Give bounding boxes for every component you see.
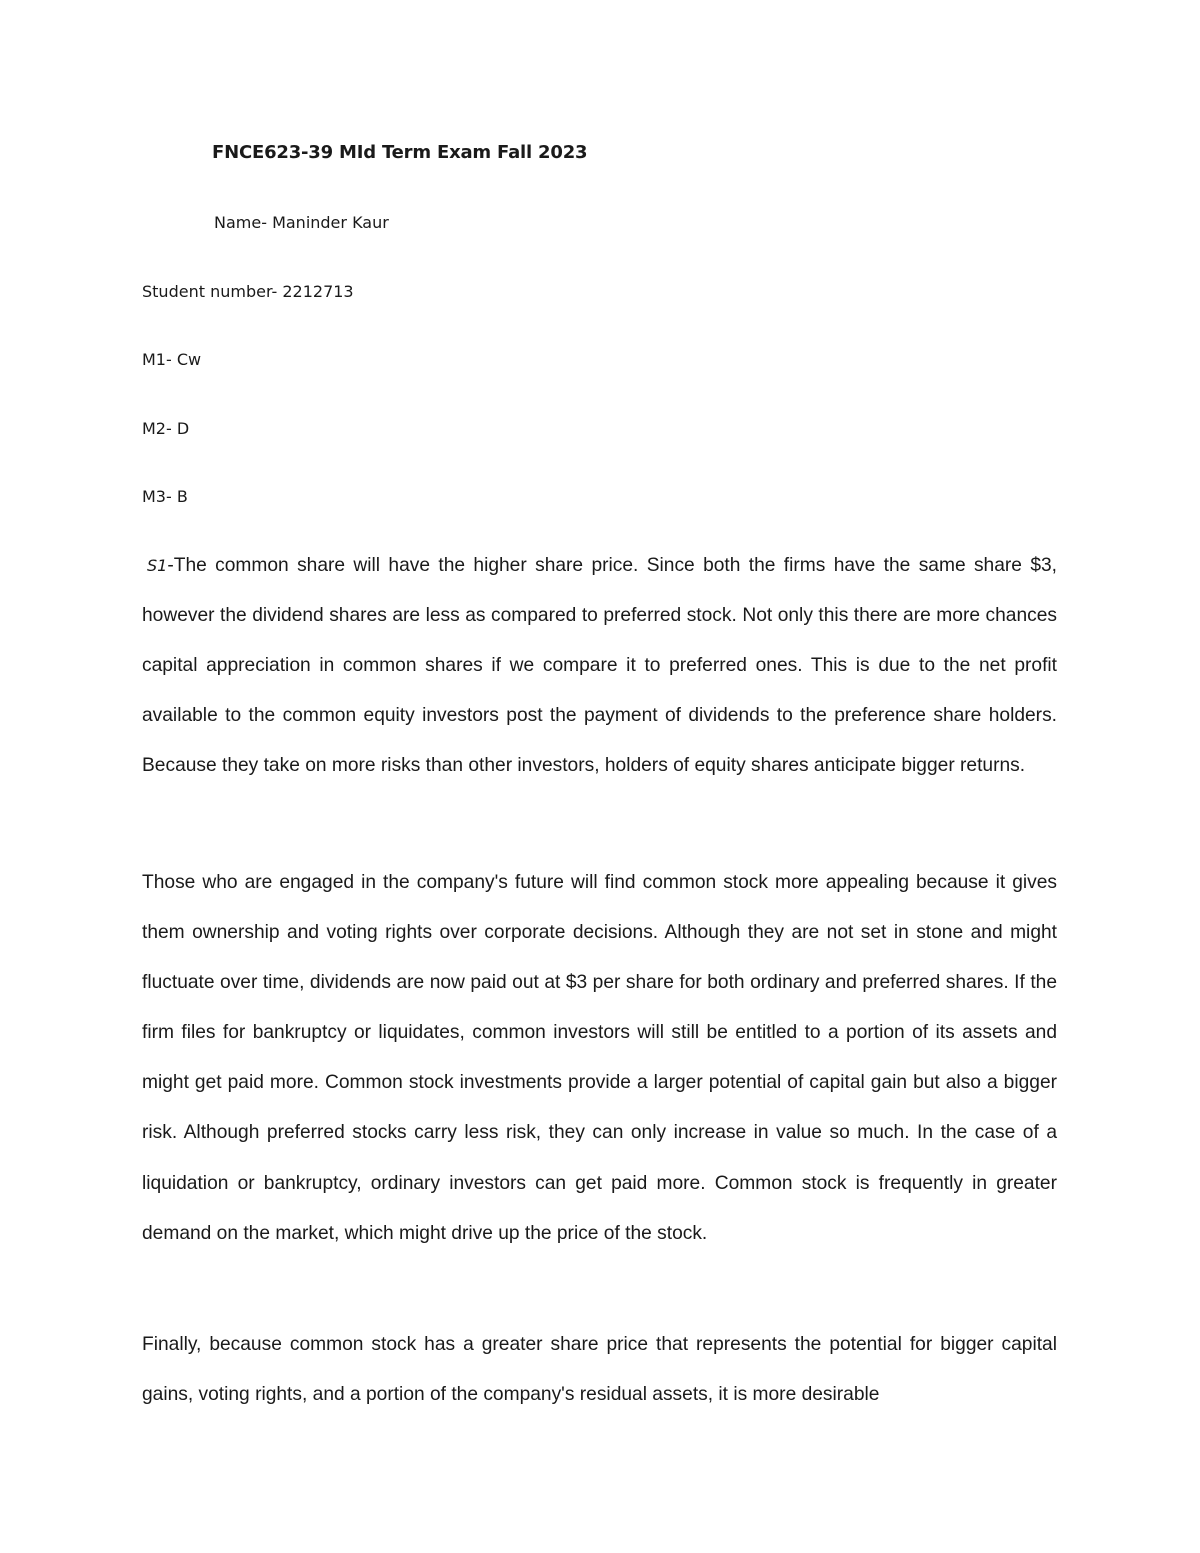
- exam-title: FNCE623-39 MId Term Exam Fall 2023: [212, 142, 588, 163]
- student-name: Name- Maninder Kaur: [214, 213, 389, 232]
- answer-m2: M2- D: [142, 419, 190, 438]
- student-number: Student number- 2212713: [142, 282, 354, 301]
- answer-m3: M3- B: [142, 487, 188, 506]
- s1-paragraph-1: [142, 541, 1057, 791]
- s1-paragraph-3: Finally, because common stock has a greater share price that represents the potential for bigger capital gains, voting rights, and a portion of the company's residual assets, it is more desirable: [142, 1334, 1057, 1406]
- s1-tag: S1: [147, 556, 168, 575]
- s1-paragraph-1-text: -The common share will have the higher share price. Since both the firms have the same share $3, however the dividend shares are less as compared to preferred stock. Not only this there are more chances capital appreciation in common shares if we compare it to preferred ones. This is due to the net profit available to the common equity investors post the payment of dividends to the preference share holders. Because they take on more risks than other investors, holders of equity shares anticipate bigger returns.: [142, 555, 1057, 777]
- s1-paragraph-2: Those who are engaged in the company's future will find common stock more appealing because it gives them ownership and voting rights over corporate decisions. Although they are not set in stone and might fluctuate over time, dividends are now paid out at $3 per share for both ordinary and preferred shares. If the firm files for bankruptcy or liquidates, common investors will still be entitled to a portion of its assets and might get paid more. Common stock investments provide a larger potential of capital gain but also a bigger risk. Although preferred stocks carry less risk, they can only increase in value so much. In the case of a liquidation or bankruptcy, ordinary investors can get paid more. Common stock is frequently in greater demand on the market, which might drive up the price of the stock.: [142, 872, 1057, 1244]
- answer-m1: M1- Cw: [142, 350, 202, 369]
